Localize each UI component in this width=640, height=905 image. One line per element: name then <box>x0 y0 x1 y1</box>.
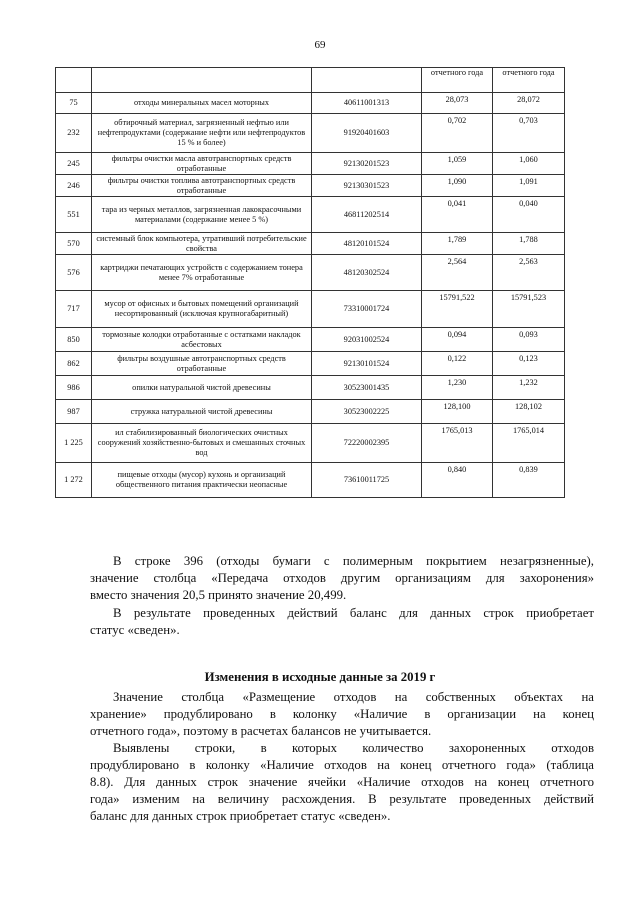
waste-name-cell: системный блок компьютера, утративший потребительские свойства <box>92 233 312 255</box>
fkko-code-cell: 30523001435 <box>312 376 422 400</box>
waste-name-cell: фильтры воздушные автотранспортных средств отработанные <box>92 352 312 376</box>
fkko-code-cell: 48120101524 <box>312 233 422 255</box>
value-begin-cell: 28,073 <box>422 93 493 114</box>
row-id-cell: 245 <box>56 153 92 175</box>
fkko-code-cell: 92130201523 <box>312 153 422 175</box>
value-end-cell: 2,563 <box>493 255 565 291</box>
value-end-cell: 128,102 <box>493 400 565 424</box>
paragraph-2019-values <box>90 689 594 740</box>
waste-name-cell: картриджи печатающих устройств с содержанием тонера менее 7% отработанные <box>92 255 312 291</box>
text-line: продублировано в колонку «Наличие отходов на конец отчетного года» (таблица <box>90 758 594 772</box>
header-cell <box>312 68 422 93</box>
header-cell <box>56 68 92 93</box>
value-begin-cell: 0,122 <box>422 352 493 376</box>
waste-name-cell: тара из черных металлов, загрязненная лакокрасочными материалами (содержание менее 5 %) <box>92 197 312 233</box>
text-line: Значение столбца «Размещение отходов на собственных объектах на <box>113 690 594 704</box>
waste-name-cell: мусор от офисных и бытовых помещений организаций несортированный (исключая крупногабаритный) <box>92 291 312 328</box>
fkko-code-cell: 91920401603 <box>312 114 422 153</box>
value-end-cell: 0,093 <box>493 328 565 352</box>
waste-name-cell: опилки натуральной чистой древесины <box>92 376 312 400</box>
value-end-cell: 0,123 <box>493 352 565 376</box>
table-row <box>56 255 565 291</box>
value-end-cell: 1,232 <box>493 376 565 400</box>
table-row <box>56 376 565 400</box>
value-end-cell: 1,060 <box>493 153 565 175</box>
fkko-code-cell: 73310001724 <box>312 291 422 328</box>
fkko-code-cell: 48120302524 <box>312 255 422 291</box>
table-row <box>56 328 565 352</box>
paragraph-line-396 <box>90 553 594 570</box>
row-id-cell: 986 <box>56 376 92 400</box>
text-line: В результате проведенных действий баланс для данных строк приобретает <box>113 606 594 620</box>
value-begin-cell: 1765,013 <box>422 424 493 463</box>
paragraph-line-396-cont <box>90 570 594 604</box>
waste-name-cell: стружка натуральной чистой древесины <box>92 400 312 424</box>
table-row <box>56 291 565 328</box>
table-row <box>56 463 565 498</box>
text-line: В строке 396 (отходы бумаги с полимерным покрытием незагрязненные), <box>113 554 594 568</box>
fkko-code-cell: 46811202514 <box>312 197 422 233</box>
value-begin-cell: 1,230 <box>422 376 493 400</box>
waste-balance-table <box>55 67 565 498</box>
value-begin-cell: 128,100 <box>422 400 493 424</box>
waste-name-cell: фильтры очистки масла автотранспортных средств отработанные <box>92 153 312 175</box>
section-heading: Изменения в исходные данные за 2019 г <box>204 670 436 684</box>
table-row <box>56 424 565 463</box>
value-end-cell: 0,703 <box>493 114 565 153</box>
fkko-code-cell: 92031002524 <box>312 328 422 352</box>
value-begin-cell: 0,840 <box>422 463 493 498</box>
row-id-cell: 232 <box>56 114 92 153</box>
text-line: вместо значения 20,5 принято значение 20,499. <box>90 588 347 602</box>
table-row <box>56 175 565 197</box>
waste-name-cell: фильтры очистки топлива автотранспортных средств отработанные <box>92 175 312 197</box>
row-id-cell: 75 <box>56 93 92 114</box>
value-begin-cell: 1,789 <box>422 233 493 255</box>
fkko-code-cell: 92130101524 <box>312 352 422 376</box>
text-line: года» изменим на величину расхождения. В результате проведенных действий <box>90 792 594 806</box>
value-end-cell: 0,839 <box>493 463 565 498</box>
text-line: статус «сведен». <box>90 623 180 637</box>
fkko-code-cell: 40611001313 <box>312 93 422 114</box>
header-cell: отчетного года <box>493 68 565 93</box>
row-id-cell: 862 <box>56 352 92 376</box>
table-body <box>56 93 565 498</box>
fkko-code-cell: 92130301523 <box>312 175 422 197</box>
row-id-cell: 987 <box>56 400 92 424</box>
table-row <box>56 114 565 153</box>
row-id-cell: 570 <box>56 233 92 255</box>
text-line: 8.8). Для данных строк значение ячейки «Наличие отходов на конец отчетного <box>90 775 594 789</box>
table-row <box>56 93 565 114</box>
paragraph-result-1 <box>90 605 594 639</box>
value-end-cell: 15791,523 <box>493 291 565 328</box>
fkko-code-cell: 73610011725 <box>312 463 422 498</box>
row-id-cell: 850 <box>56 328 92 352</box>
value-end-cell: 1,788 <box>493 233 565 255</box>
fkko-code-cell: 30523002225 <box>312 400 422 424</box>
text-line: Выявлены строки, в которых количество захороненных отходов <box>113 741 594 755</box>
table-row <box>56 233 565 255</box>
text-line: баланс для данных строк приобретает статус «сведен». <box>90 809 391 823</box>
row-id-cell: 246 <box>56 175 92 197</box>
text-line: хранение» продублировано в колонку «Наличие в организации на конец <box>90 707 594 721</box>
value-begin-cell: 15791,522 <box>422 291 493 328</box>
value-end-cell: 1765,014 <box>493 424 565 463</box>
header-cell <box>92 68 312 93</box>
value-begin-cell: 0,094 <box>422 328 493 352</box>
waste-name-cell: пищевые отходы (мусор) кухонь и организаций общественного питания практически неопасные <box>92 463 312 498</box>
row-id-cell: 576 <box>56 255 92 291</box>
fkko-code-cell: 72220002395 <box>312 424 422 463</box>
row-id-cell: 717 <box>56 291 92 328</box>
text-line: значение столбца «Передача отходов другим организациям для захоронения» <box>90 571 594 585</box>
row-id-cell: 551 <box>56 197 92 233</box>
table-row <box>56 153 565 175</box>
waste-name-cell: ил стабилизированный биологических очистных сооружений хозяйственно-бытовых и смешанных сточных вод <box>92 424 312 463</box>
table-row <box>56 197 565 233</box>
row-id-cell: 1 225 <box>56 424 92 463</box>
row-id-cell: 1 272 <box>56 463 92 498</box>
header-cell: отчетного года <box>422 68 493 93</box>
waste-name-cell: отходы минеральных масел моторных <box>92 93 312 114</box>
value-begin-cell: 0,702 <box>422 114 493 153</box>
paragraph-detected-rows <box>90 740 594 825</box>
value-end-cell: 0,040 <box>493 197 565 233</box>
text-line: отчетного года», поэтому в расчетах балансов не учитывается. <box>90 724 432 738</box>
table-header-row <box>56 68 565 93</box>
table-row <box>56 352 565 376</box>
value-end-cell: 28,072 <box>493 93 565 114</box>
table-row <box>56 400 565 424</box>
waste-name-cell: обтирочный материал, загрязненный нефтью или нефтепродуктами (содержание нефти или нефтепродуктов 15 % и более) <box>92 114 312 153</box>
value-begin-cell: 2,564 <box>422 255 493 291</box>
value-begin-cell: 1,059 <box>422 153 493 175</box>
value-begin-cell: 0,041 <box>422 197 493 233</box>
waste-name-cell: тормозные колодки отработанные с остатками накладок асбестовых <box>92 328 312 352</box>
value-end-cell: 1,091 <box>493 175 565 197</box>
page-number: 69 <box>314 39 326 51</box>
value-begin-cell: 1,090 <box>422 175 493 197</box>
